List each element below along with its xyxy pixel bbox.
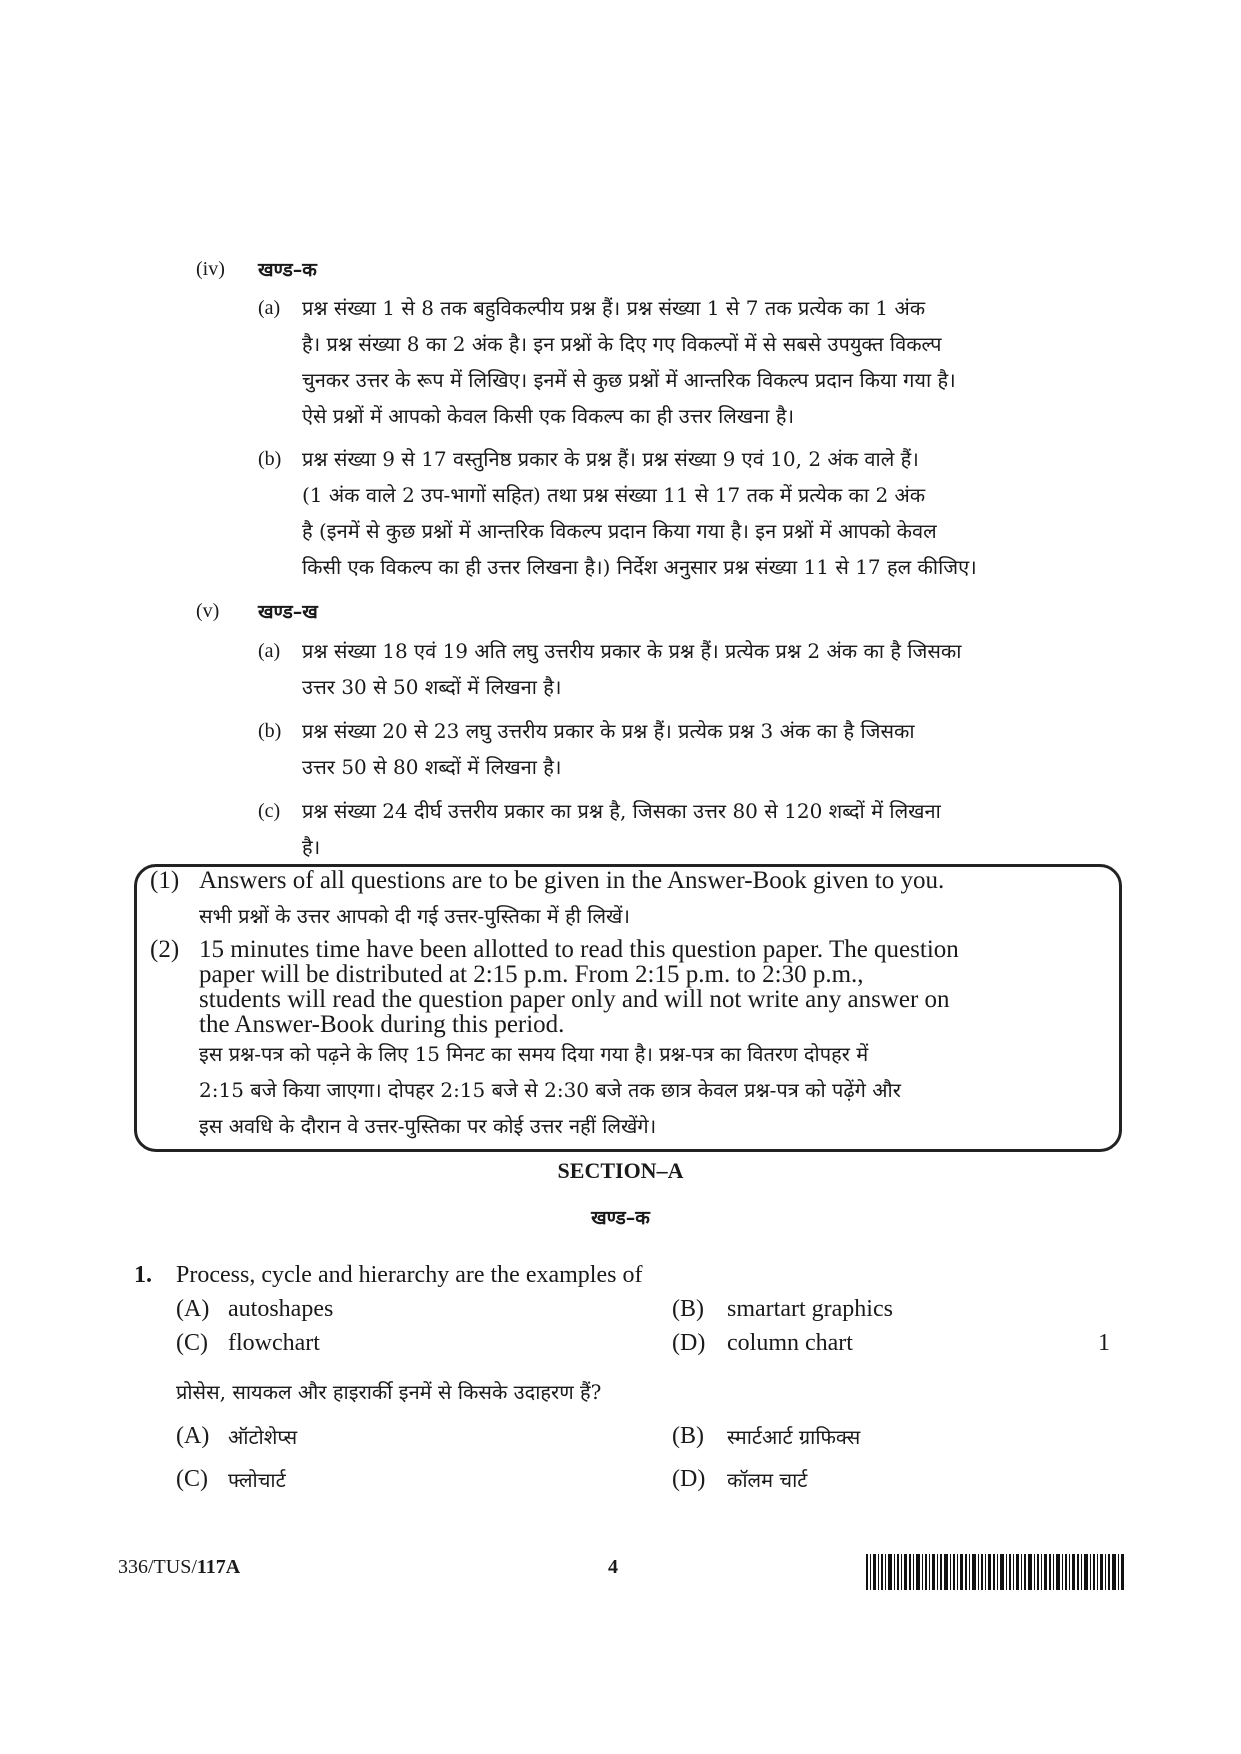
text-line: है। <box>302 835 321 859</box>
notice-item2-hi <box>199 1036 1099 1144</box>
section-iv-a-text <box>302 290 1122 434</box>
question-1-marks: 1 <box>1098 1330 1110 1356</box>
option-b-hindi-text: स्मार्टआर्ट ग्राफिक्स <box>727 1425 861 1449</box>
text-line: इस प्रश्न-पत्र को पढ़ने के लिए 15 मिनट का समय दिया गया है। प्रश्न-पत्र का वितरण दोपहर में <box>199 1042 869 1066</box>
text-line: इस अवधि के दौरान वे उत्तर-पुस्तिका पर कोई उत्तर नहीं लिखेंगे। <box>199 1114 657 1138</box>
section-iv-b-label: (b) <box>258 448 282 470</box>
section-v-heading: खण्ड–ख <box>258 601 318 623</box>
option-a-hindi-label: (A) <box>176 1423 210 1449</box>
text-line: ऐसे प्रश्नों में आपको केवल किसी एक विकल्प का ही उत्तर लिखना है। <box>302 404 795 428</box>
text-line: प्रश्न संख्या 18 एवं 19 अति लघु उत्तरीय प्रकार के प्रश्न हैं। प्रत्येक प्रश्न 2 अंक का है जिसका <box>302 639 962 663</box>
section-v-c-text <box>302 793 1122 865</box>
paper-code-prefix: 336/TUS/ <box>118 1556 197 1578</box>
option-a-hindi-text: ऑटोशेप्स <box>228 1425 298 1449</box>
text-line: उत्तर 30 से 50 शब्दों में लिखना है। <box>302 675 562 699</box>
option-d-label: (D) <box>672 1330 706 1356</box>
option-d-text: column chart <box>727 1330 853 1356</box>
section-v-a-label: (a) <box>258 640 281 662</box>
text-line: प्रश्न संख्या 20 से 23 लघु उत्तरीय प्रकार के प्रश्न हैं। प्रत्येक प्रश्न 3 अंक का है जिसका <box>302 719 915 743</box>
text-line: paper will be distributed at 2:15 p.m. From 2:15 p.m. to 2:30 p.m., <box>199 961 864 988</box>
notice-item1-hi: सभी प्रश्नों के उत्तर आपको दी गई उत्तर-पुस्तिका में ही लिखें। <box>199 904 630 928</box>
text-line: उत्तर 50 से 80 शब्दों में लिखना है। <box>302 755 562 779</box>
paper-code <box>118 1556 240 1579</box>
section-iv-roman: (iv) <box>196 258 225 280</box>
section-v-b-label: (b) <box>258 720 282 742</box>
option-c-hindi-label: (C) <box>176 1466 208 1492</box>
barcode-icon <box>866 1554 1124 1590</box>
section-iv-a-label: (a) <box>258 297 281 319</box>
text-line: प्रश्न संख्या 1 से 8 तक बहुविकल्पीय प्रश्न हैं। प्रश्न संख्या 1 से 7 तक प्रत्येक का 1 अंक <box>302 296 926 320</box>
section-a-title-hindi: खण्ड–क <box>591 1207 650 1229</box>
section-v-a-text <box>302 633 1122 705</box>
option-d-hindi-text: कॉलम चार्ट <box>727 1468 808 1492</box>
text-line: चुनकर उत्तर के रूप में लिखिए। इनमें से कुछ प्रश्नों में आन्तरिक विकल्प प्रदान किया गया है। <box>302 368 956 392</box>
option-c-hindi-text: फ्लोचार्ट <box>228 1468 286 1492</box>
notice-item1-en: Answers of all questions are to be given in the Answer-Book given to you. <box>199 867 945 894</box>
page-number: 4 <box>608 1556 618 1578</box>
text-line: 2:15 बजे किया जाएगा। दोपहर 2:15 बजे से 2:30 बजे तक छात्र केवल प्रश्न-पत्र को पढ़ेंगे और <box>199 1078 901 1102</box>
option-b-label: (B) <box>672 1296 704 1322</box>
text-line: है। प्रश्न संख्या 8 का 2 अंक है। इन प्रश्नों के दिए गए विकल्पों में से सबसे उपयुक्त विकल्प <box>302 332 942 356</box>
option-c-text: flowchart <box>228 1330 320 1356</box>
text-line: students will read the question paper only and will not write any answer on <box>199 986 950 1013</box>
option-d-hindi-label: (D) <box>672 1466 706 1492</box>
section-v-b-text <box>302 713 1122 785</box>
notice-item2-en <box>199 937 1085 1037</box>
paper-code-bold: 117A <box>196 1556 241 1578</box>
section-iv-b-text <box>302 441 1122 585</box>
section-v-c-label: (c) <box>258 800 281 822</box>
notice-item1-label: (1) <box>150 867 180 894</box>
option-c-label: (C) <box>176 1330 208 1356</box>
text-line: the Answer-Book during this period. <box>199 1011 565 1038</box>
question-1-text: Process, cycle and hierarchy are the examples of <box>176 1262 643 1288</box>
option-a-label: (A) <box>176 1296 210 1322</box>
section-a-title: SECTION–A <box>557 1158 684 1183</box>
text-line: प्रश्न संख्या 9 से 17 वस्तुनिष्ठ प्रकार के प्रश्न हैं। प्रश्न संख्या 9 एवं 10, 2 अंक वाले हैं। <box>302 447 919 471</box>
question-1-text-hindi: प्रोसेस, सायकल और हाइरार्की इनमें से किसके उदाहरण हैं? <box>176 1380 602 1404</box>
option-b-text: smartart graphics <box>727 1296 893 1322</box>
option-a-text: autoshapes <box>228 1296 334 1322</box>
text-line: है (इनमें से कुछ प्रश्नों में आन्तरिक विकल्प प्रदान किया गया है। इन प्रश्नों में आपको केवल <box>302 519 937 543</box>
section-v-roman: (v) <box>196 600 220 622</box>
text-line: किसी एक विकल्प का ही उत्तर लिखना है।) निर्देश अनुसार प्रश्न संख्या 11 से 17 हल कीजिए। <box>302 555 977 579</box>
notice-item2-label: (2) <box>150 936 180 963</box>
text-line: 15 minutes time have been allotted to read this question paper. The question <box>199 936 959 963</box>
section-iv-heading: खण्ड–क <box>258 259 317 281</box>
question-1-number: 1. <box>134 1262 152 1288</box>
text-line: प्रश्न संख्या 24 दीर्घ उत्तरीय प्रकार का प्रश्न है, जिसका उत्तर 80 से 120 शब्दों में लिखना <box>302 799 941 823</box>
text-line: (1 अंक वाले 2 उप-भागों सहित) तथा प्रश्न संख्या 11 से 17 तक में प्रत्येक का 2 अंक <box>302 483 926 507</box>
option-b-hindi-label: (B) <box>672 1423 704 1449</box>
